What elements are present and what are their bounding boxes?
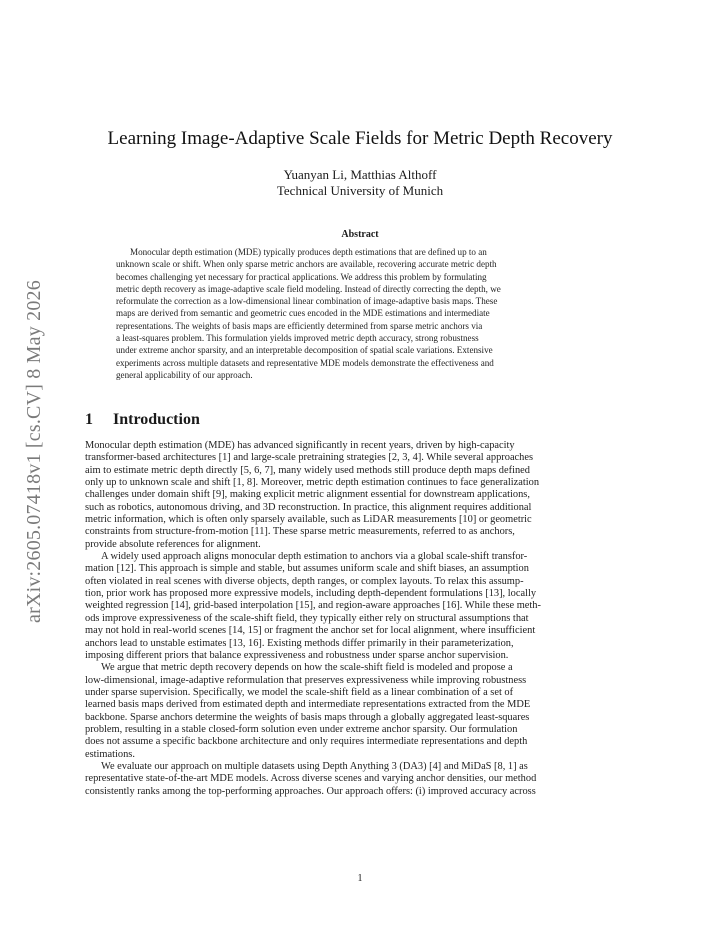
abstract-line: reformulate the correction as a low-dimensional linear combination of image-adaptive basis maps. These [116, 296, 498, 307]
body-line: ods improve expressiveness of the scale-shift field, they typically either rely on structural assumptions that [85, 612, 529, 624]
body-line: problem, resulting in a stable closed-form solution even under extreme anchor sparsity. Our formulation [85, 723, 518, 735]
abstract-heading: Abstract [341, 229, 379, 240]
abstract-line: maps are derived from semantic and geometric cues encoded in the MDE estimations and intermediate [116, 308, 490, 319]
body-line: Monocular depth estimation (MDE) has advanced significantly in recent years, driven by high-capacity [85, 440, 515, 451]
abstract-line: under extreme anchor sparsity, and an interpretable decomposition of spatial scale variations. Extensive [116, 345, 493, 356]
abstract-line: metric depth recovery as image-adaptive scale field modeling. Instead of directly correcting the depth, we [116, 283, 501, 294]
body-line: estimations. [85, 748, 135, 760]
abstract-line: becomes challenging yet necessary for practical applications. We address this problem by formulating [116, 271, 487, 282]
body-line: A widely used approach aligns monocular depth estimation to anchors via a global scale-shift transfor- [101, 551, 528, 563]
abstract-line: Monocular depth estimation (MDE) typically produces depth estimations that are defined up to an [130, 247, 487, 257]
abstract-line: a least-squares problem. This formulation yields improved metric depth accuracy, strong robustness [116, 333, 479, 344]
body-line: only up to unknown scale and shift [1, 8]. Moreover, metric depth estimation continues to face generalization [85, 477, 540, 489]
body-line: anchors lead to unstable estimates [13, 16]. Existing methods differ primarily in their parameterization, [85, 637, 514, 649]
body-line: learned basis maps derived from estimated depth and intermediate representations extracted from the MDE [85, 699, 531, 711]
body-line: We argue that metric depth recovery depends on how the scale-shift field is modeled and propose a [101, 662, 513, 674]
section-heading-introduction [85, 410, 385, 430]
abstract-line: general applicability of our approach. [116, 369, 253, 380]
body-line: challenges under domain shift [9], making explicit metric alignment essential for downstream applications, [85, 489, 530, 501]
body-line: under sparse supervision. Specifically, we model the scale-shift field as a linear combination of a set of [85, 686, 514, 698]
body-line: We evaluate our approach on multiple datasets using Depth Anything 3 (DA3) [4] and MiDaS [8, 1] as [101, 760, 528, 772]
section-title: Introduction [113, 411, 200, 428]
body-line: weighted regression [14], grid-based interpolation [15], and region-aware approaches [16]. While these meth- [85, 600, 541, 612]
paper-title: Learning Image-Adaptive Scale Fields for Metric Depth Recovery [107, 128, 613, 149]
introduction-body [85, 440, 635, 798]
abstract-line: representations. The weights of basis maps are efficiently determined from sparse metric anchors via [116, 320, 483, 331]
body-line: does not assume a specific backbone architecture and only requires intermediate representations and depth [85, 736, 528, 748]
body-line: mation [12]. This approach is simple and stable, but assumes uniform scale and shift biases, an assumption [85, 563, 529, 575]
body-line: such as robotics, autonomous driving, and 3D reconstruction. In practice, this alignment requires additional [85, 501, 532, 513]
body-line: often violated in real scenes with diverse objects, depth ranges, or complex layouts. To relax this assump- [85, 575, 524, 587]
body-line: may not hold in real-world scenes [14, 15] or fragment the anchor set for local alignment, where insufficient [85, 625, 536, 637]
author-affiliation: Technical University of Munich [276, 183, 444, 198]
body-line: imposing different priors that balance expressiveness and robustness under sparse anchor supervision. [85, 649, 509, 661]
body-line: constraints from structure-from-motion [11]. These sparse metric measurements, referred to as anchors, [85, 526, 515, 538]
body-line: tion, prior work has proposed more expressive models, including depth-dependent formulations [13], locally [85, 588, 537, 600]
body-line: representative state-of-the-art MDE models. Across diverse scenes and varying anchor densities, our method [85, 773, 537, 785]
body-line: backbone. Sparse anchors determine the weights of basis maps through a globally aggregated least-squares [85, 711, 530, 723]
section-number: 1 [85, 411, 93, 428]
abstract-line: unknown scale or shift. When only sparse metric anchors are available, recovering accurate metric depth [116, 259, 497, 270]
abstract-body [116, 246, 605, 381]
page-number: 1 [357, 873, 363, 884]
body-line: consistently ranks among the top-performing approaches. Our approach offers: (i) improved accuracy across [85, 785, 536, 797]
body-line: transformer-based architectures [1] and large-scale pretraining strategies [2, 3, 4]. While several approaches [85, 452, 534, 464]
body-line: low-dimensional, image-adaptive reformulation that preserves expressiveness while improving robustness [85, 674, 527, 686]
body-line: aim to estimate metric depth directly [5, 6, 7], many widely used methods still produce depth maps defined [85, 464, 530, 476]
body-line: metric information, which is often only sparsely available, such as LiDAR measurements [10] or geometric [85, 514, 532, 526]
abstract-line: experiments across multiple datasets and representative MDE models demonstrate the effectiveness and [116, 357, 494, 368]
body-line: provide absolute references for alignment. [85, 538, 261, 550]
author-list: Yuanyan Li, Matthias Althoff [283, 167, 437, 182]
arxiv-identifier-stamp: arXiv:2605.07418v1 [cs.CV] 8 May 2026 [23, 280, 45, 624]
